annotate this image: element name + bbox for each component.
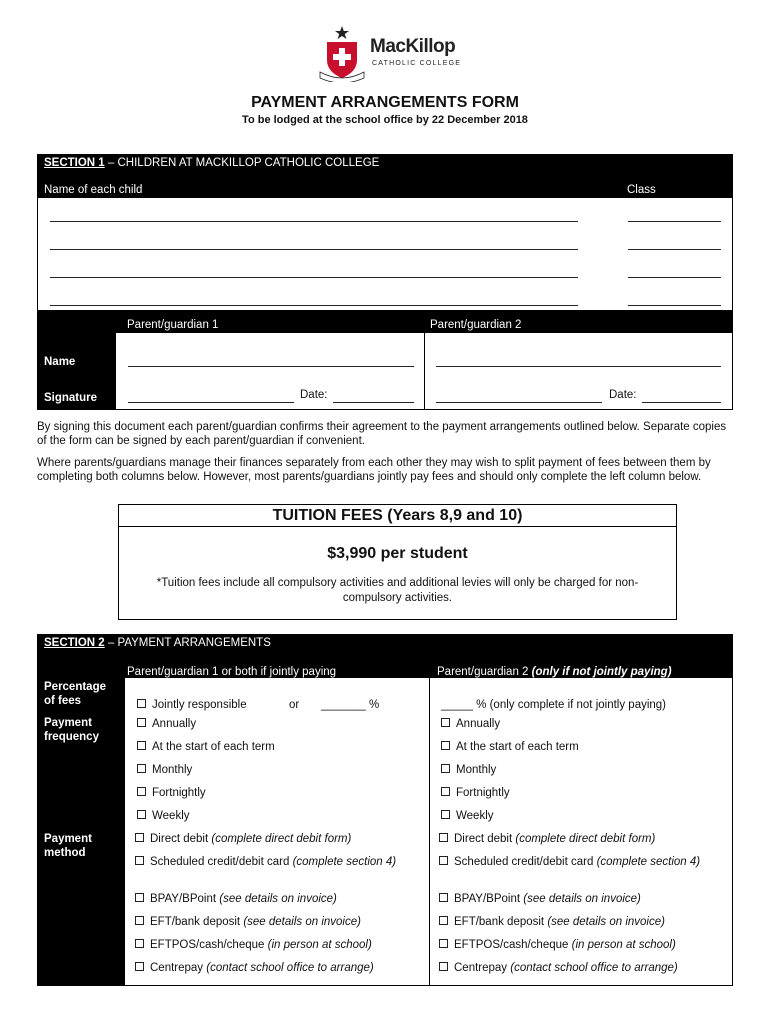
frequency-label: Payment frequency	[44, 717, 99, 743]
p1-frequency-term[interactable]: At the start of each term	[137, 740, 275, 755]
logo-wordmark: MacKillop	[370, 36, 456, 57]
p2-method-direct-debit[interactable]: Direct debit (complete direct debit form)	[439, 832, 729, 847]
checkbox-icon	[135, 833, 144, 842]
checkbox-icon	[137, 699, 146, 708]
checkbox-icon	[439, 916, 448, 925]
child-name-field-4[interactable]	[50, 305, 578, 306]
child-class-field-1[interactable]	[628, 221, 721, 222]
p1-method-bpay[interactable]: BPAY/BPoint (see details on invoice)	[135, 892, 425, 907]
parent-column-divider	[424, 333, 425, 410]
checkbox-icon	[137, 741, 146, 750]
or-text: or	[289, 699, 300, 711]
child-class-field-2[interactable]	[628, 249, 721, 250]
star-icon	[335, 26, 349, 39]
parent1-date-label: Date:	[300, 389, 328, 401]
checkbox-icon	[441, 810, 450, 819]
checkbox-icon	[441, 741, 450, 750]
parent2-date-label: Date:	[609, 389, 637, 401]
class-column-header: Class	[627, 184, 656, 196]
parent2-name-field[interactable]	[436, 366, 721, 367]
parent1-percent-field[interactable]: _______ %	[321, 699, 380, 711]
tuition-fees-box	[118, 504, 677, 620]
tuition-price: $3,990 per student	[327, 545, 468, 562]
checkbox-icon	[441, 764, 450, 773]
p1-frequency-weekly[interactable]: Weekly	[137, 809, 190, 824]
p1-method-eft[interactable]: EFT/bank deposit (see details on invoice)	[135, 915, 425, 930]
percentage-label: Percentage of fees	[44, 681, 107, 707]
p2-method-eftpos[interactable]: EFTPOS/cash/cheque (in person at school)	[439, 938, 729, 953]
p2-method-bpay[interactable]: BPAY/BPoint (see details on invoice)	[439, 892, 729, 907]
parent1-signature-field[interactable]	[128, 402, 294, 403]
p2-frequency-monthly[interactable]: Monthly	[441, 763, 496, 778]
checkbox-icon	[441, 787, 450, 796]
section2-col1-header: Parent/guardian 1 or both if jointly paying	[127, 666, 337, 678]
parent2-date-field[interactable]	[642, 402, 721, 403]
child-name-column-header: Name of each child	[44, 184, 143, 196]
section2-title: SECTION 2 – PAYMENT ARRANGEMENTS	[44, 637, 271, 649]
child-class-field-4[interactable]	[628, 305, 721, 306]
checkbox-icon	[137, 810, 146, 819]
method-label: Payment method	[44, 833, 92, 859]
jointly-responsible-checkbox[interactable]: Jointly responsible	[137, 698, 247, 713]
tuition-title: TUITION FEES (Years 8,9 and 10)	[119, 505, 676, 527]
checkbox-icon	[441, 718, 450, 727]
section1-title: SECTION 1 – CHILDREN AT MACKILLOP CATHOLIC COLLEGE	[44, 157, 380, 169]
p1-method-card[interactable]: Scheduled credit/debit card (complete section 4)	[135, 855, 425, 870]
section2-col2-header: Parent/guardian 2 (only if not jointly paying)	[437, 666, 672, 678]
p1-method-eftpos[interactable]: EFTPOS/cash/cheque (in person at school)	[135, 938, 425, 953]
logo-subtitle: CATHOLIC COLLEGE	[372, 60, 462, 67]
p2-method-card[interactable]: Scheduled credit/debit card (complete section 4)	[439, 855, 729, 870]
parent1-header: Parent/guardian 1	[127, 319, 219, 331]
checkbox-icon	[135, 939, 144, 948]
checkbox-icon	[135, 916, 144, 925]
page-title: PAYMENT ARRANGEMENTS FORM	[251, 94, 519, 111]
checkbox-icon	[135, 856, 144, 865]
parent2-header: Parent/guardian 2	[430, 319, 522, 331]
checkbox-icon	[137, 718, 146, 727]
parent1-name-field[interactable]	[128, 366, 414, 367]
checkbox-icon	[135, 962, 144, 971]
signature-row-label: Signature	[44, 392, 98, 404]
section1-header	[37, 154, 733, 198]
p2-method-eft[interactable]: EFT/bank deposit (see details on invoice)	[439, 915, 729, 930]
parent2-signature-field[interactable]	[436, 402, 602, 403]
split-payment-paragraph: Where parents/guardians manage their finances separately from each other they may wish to split payment of fees between them by completing both columns below. However, most parents/guardians jointly pay fees and should only complete the left column below.	[37, 457, 711, 483]
child-name-field-1[interactable]	[50, 221, 578, 222]
child-name-field-2[interactable]	[50, 249, 578, 250]
p2-frequency-term[interactable]: At the start of each term	[441, 740, 579, 755]
p2-frequency-weekly[interactable]: Weekly	[441, 809, 494, 824]
checkbox-icon	[137, 787, 146, 796]
p1-frequency-monthly[interactable]: Monthly	[137, 763, 192, 778]
name-row-label: Name	[44, 356, 76, 368]
p1-frequency-fortnightly[interactable]: Fortnightly	[137, 786, 206, 801]
checkbox-icon	[135, 893, 144, 902]
p2-frequency-annually[interactable]: Annually	[441, 717, 500, 732]
agreement-paragraph: By signing this document each parent/guardian confirms their agreement to the payment arrangements outlined below. Separate copies of the form can be signed by each parent/guardian if convenient.	[37, 421, 727, 447]
checkbox-icon	[439, 856, 448, 865]
shield-icon	[327, 42, 357, 78]
parent1-date-field[interactable]	[333, 402, 414, 403]
section2-column-divider	[429, 678, 430, 986]
page-subtitle: To be lodged at the school office by 22 December 2018	[242, 114, 528, 126]
p1-frequency-annually[interactable]: Annually	[137, 717, 196, 732]
p1-method-direct-debit[interactable]: Direct debit (complete direct debit form)	[135, 832, 425, 847]
child-name-field-3[interactable]	[50, 277, 578, 278]
checkbox-icon	[439, 962, 448, 971]
child-class-field-3[interactable]	[628, 277, 721, 278]
parent2-percent-field[interactable]: _____ % (only complete if not jointly paying)	[441, 699, 667, 711]
checkbox-icon	[439, 893, 448, 902]
checkbox-icon	[439, 833, 448, 842]
tuition-note: *Tuition fees include all compulsory activities and additional levies will only be charged for non-compulsory activities.	[156, 577, 639, 604]
p1-method-centrepay[interactable]: Centrepay (contact school office to arrange)	[135, 961, 425, 976]
p2-method-centrepay[interactable]: Centrepay (contact school office to arrange)	[439, 961, 729, 976]
checkbox-icon	[137, 764, 146, 773]
checkbox-icon	[439, 939, 448, 948]
p2-frequency-fortnightly[interactable]: Fortnightly	[441, 786, 510, 801]
